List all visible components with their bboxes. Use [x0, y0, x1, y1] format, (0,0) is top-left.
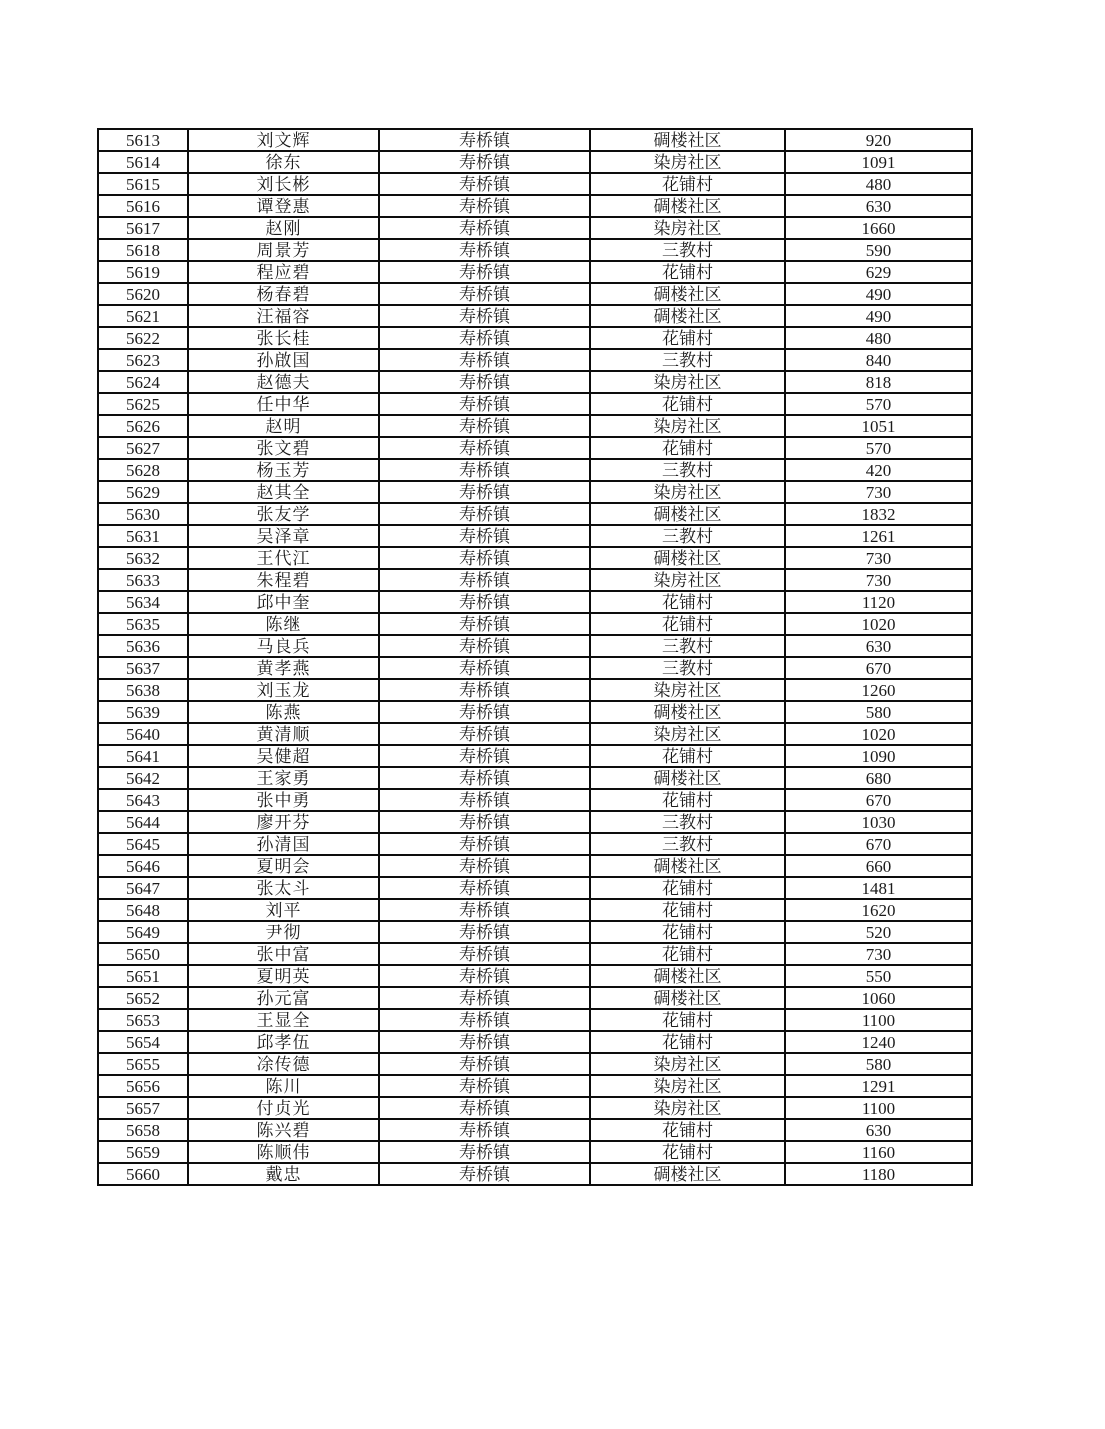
- cell-amount: 1060: [785, 987, 972, 1009]
- table-row: [98, 1075, 972, 1097]
- cell-amount: 629: [785, 261, 972, 283]
- cell-village: 染房社区: [590, 1053, 785, 1075]
- table-row: [98, 459, 972, 481]
- cell-village: 花铺村: [590, 327, 785, 349]
- cell-person-name: 张太斗: [188, 877, 379, 899]
- cell-village: 染房社区: [590, 217, 785, 239]
- cell-serial-number: 5630: [98, 503, 188, 525]
- cell-serial-number: 5638: [98, 679, 188, 701]
- cell-town: 寿桥镇: [379, 833, 590, 855]
- cell-person-name: 刘长彬: [188, 173, 379, 195]
- cell-town: 寿桥镇: [379, 195, 590, 217]
- cell-serial-number: 5634: [98, 591, 188, 613]
- cell-village: 花铺村: [590, 921, 785, 943]
- table-row: [98, 415, 972, 437]
- cell-amount: 1291: [785, 1075, 972, 1097]
- table-row: [98, 1031, 972, 1053]
- cell-amount: 1481: [785, 877, 972, 899]
- cell-town: 寿桥镇: [379, 899, 590, 921]
- cell-amount: 570: [785, 437, 972, 459]
- cell-town: 寿桥镇: [379, 943, 590, 965]
- cell-person-name: 邱中奎: [188, 591, 379, 613]
- table-row: [98, 283, 972, 305]
- cell-person-name: 张文碧: [188, 437, 379, 459]
- cell-person-name: 王代江: [188, 547, 379, 569]
- cell-town: 寿桥镇: [379, 1053, 590, 1075]
- cell-person-name: 孙元富: [188, 987, 379, 1009]
- cell-serial-number: 5623: [98, 349, 188, 371]
- cell-village: 花铺村: [590, 1141, 785, 1163]
- table-row: [98, 1141, 972, 1163]
- cell-village: 三教村: [590, 635, 785, 657]
- cell-person-name: 黄清顺: [188, 723, 379, 745]
- cell-town: 寿桥镇: [379, 283, 590, 305]
- cell-town: 寿桥镇: [379, 1075, 590, 1097]
- cell-amount: 680: [785, 767, 972, 789]
- cell-town: 寿桥镇: [379, 261, 590, 283]
- cell-village: 三教村: [590, 239, 785, 261]
- cell-person-name: 汪福容: [188, 305, 379, 327]
- cell-amount: 630: [785, 635, 972, 657]
- cell-person-name: 吴泽章: [188, 525, 379, 547]
- cell-village: 碉楼社区: [590, 767, 785, 789]
- cell-amount: 480: [785, 327, 972, 349]
- cell-amount: 570: [785, 393, 972, 415]
- cell-amount: 550: [785, 965, 972, 987]
- cell-town: 寿桥镇: [379, 613, 590, 635]
- cell-person-name: 陈川: [188, 1075, 379, 1097]
- cell-person-name: 马良兵: [188, 635, 379, 657]
- cell-amount: 730: [785, 569, 972, 591]
- cell-town: 寿桥镇: [379, 723, 590, 745]
- cell-serial-number: 5614: [98, 151, 188, 173]
- table-row: [98, 591, 972, 613]
- table-row: [98, 1053, 972, 1075]
- cell-serial-number: 5654: [98, 1031, 188, 1053]
- cell-village: 碉楼社区: [590, 503, 785, 525]
- cell-serial-number: 5657: [98, 1097, 188, 1119]
- cell-town: 寿桥镇: [379, 129, 590, 151]
- cell-serial-number: 5653: [98, 1009, 188, 1031]
- cell-village: 碉楼社区: [590, 129, 785, 151]
- cell-town: 寿桥镇: [379, 1031, 590, 1053]
- cell-person-name: 刘平: [188, 899, 379, 921]
- cell-town: 寿桥镇: [379, 239, 590, 261]
- cell-village: 染房社区: [590, 569, 785, 591]
- table-row: [98, 1009, 972, 1031]
- cell-serial-number: 5636: [98, 635, 188, 657]
- cell-person-name: 戴忠: [188, 1163, 379, 1185]
- cell-village: 花铺村: [590, 393, 785, 415]
- cell-serial-number: 5619: [98, 261, 188, 283]
- cell-town: 寿桥镇: [379, 657, 590, 679]
- cell-village: 三教村: [590, 811, 785, 833]
- cell-town: 寿桥镇: [379, 877, 590, 899]
- table-row: [98, 525, 972, 547]
- table-row: [98, 613, 972, 635]
- table-row: [98, 151, 972, 173]
- cell-amount: 590: [785, 239, 972, 261]
- cell-serial-number: 5631: [98, 525, 188, 547]
- cell-town: 寿桥镇: [379, 327, 590, 349]
- cell-amount: 670: [785, 789, 972, 811]
- cell-serial-number: 5655: [98, 1053, 188, 1075]
- table-row: [98, 855, 972, 877]
- cell-village: 碉楼社区: [590, 987, 785, 1009]
- cell-village: 花铺村: [590, 261, 785, 283]
- cell-village: 碉楼社区: [590, 965, 785, 987]
- cell-person-name: 陈燕: [188, 701, 379, 723]
- cell-village: 染房社区: [590, 723, 785, 745]
- table-row: [98, 679, 972, 701]
- cell-amount: 1660: [785, 217, 972, 239]
- cell-amount: 1020: [785, 723, 972, 745]
- cell-serial-number: 5640: [98, 723, 188, 745]
- cell-amount: 1832: [785, 503, 972, 525]
- cell-amount: 1091: [785, 151, 972, 173]
- cell-serial-number: 5632: [98, 547, 188, 569]
- records-table-body: [98, 129, 972, 1185]
- cell-person-name: 尹彻: [188, 921, 379, 943]
- cell-serial-number: 5633: [98, 569, 188, 591]
- cell-village: 三教村: [590, 525, 785, 547]
- cell-serial-number: 5629: [98, 481, 188, 503]
- table-row: [98, 811, 972, 833]
- cell-village: 花铺村: [590, 1119, 785, 1141]
- cell-village: 染房社区: [590, 415, 785, 437]
- cell-person-name: 邱孝伍: [188, 1031, 379, 1053]
- cell-village: 花铺村: [590, 1009, 785, 1031]
- cell-village: 花铺村: [590, 437, 785, 459]
- cell-person-name: 任中华: [188, 393, 379, 415]
- cell-person-name: 杨春碧: [188, 283, 379, 305]
- cell-town: 寿桥镇: [379, 349, 590, 371]
- table-row: [98, 789, 972, 811]
- cell-amount: 1020: [785, 613, 972, 635]
- table-row: [98, 349, 972, 371]
- cell-village: 三教村: [590, 657, 785, 679]
- table-row: [98, 261, 972, 283]
- table-row: [98, 635, 972, 657]
- table-row: [98, 371, 972, 393]
- table-row: [98, 195, 972, 217]
- cell-person-name: 赵其全: [188, 481, 379, 503]
- cell-serial-number: 5627: [98, 437, 188, 459]
- table-row: [98, 943, 972, 965]
- table-row: [98, 723, 972, 745]
- cell-amount: 920: [785, 129, 972, 151]
- cell-person-name: 夏明会: [188, 855, 379, 877]
- table-row: [98, 921, 972, 943]
- cell-person-name: 徐东: [188, 151, 379, 173]
- cell-person-name: 夏明英: [188, 965, 379, 987]
- cell-person-name: 谭登惠: [188, 195, 379, 217]
- cell-serial-number: 5639: [98, 701, 188, 723]
- cell-amount: 730: [785, 481, 972, 503]
- table-row: [98, 987, 972, 1009]
- cell-village: 花铺村: [590, 613, 785, 635]
- cell-town: 寿桥镇: [379, 393, 590, 415]
- table-row: [98, 569, 972, 591]
- cell-serial-number: 5644: [98, 811, 188, 833]
- cell-village: 三教村: [590, 349, 785, 371]
- table-row: [98, 965, 972, 987]
- cell-serial-number: 5621: [98, 305, 188, 327]
- cell-town: 寿桥镇: [379, 987, 590, 1009]
- cell-town: 寿桥镇: [379, 745, 590, 767]
- cell-village: 花铺村: [590, 745, 785, 767]
- cell-village: 碉楼社区: [590, 195, 785, 217]
- cell-person-name: 程应碧: [188, 261, 379, 283]
- cell-amount: 670: [785, 833, 972, 855]
- cell-town: 寿桥镇: [379, 151, 590, 173]
- cell-amount: 1240: [785, 1031, 972, 1053]
- cell-person-name: 黄孝燕: [188, 657, 379, 679]
- cell-amount: 1100: [785, 1097, 972, 1119]
- cell-serial-number: 5658: [98, 1119, 188, 1141]
- cell-serial-number: 5643: [98, 789, 188, 811]
- cell-town: 寿桥镇: [379, 767, 590, 789]
- cell-person-name: 吴健超: [188, 745, 379, 767]
- cell-amount: 730: [785, 943, 972, 965]
- cell-serial-number: 5626: [98, 415, 188, 437]
- table-row: [98, 833, 972, 855]
- cell-town: 寿桥镇: [379, 481, 590, 503]
- table-row: [98, 173, 972, 195]
- cell-serial-number: 5651: [98, 965, 188, 987]
- table-row: [98, 701, 972, 723]
- cell-serial-number: 5617: [98, 217, 188, 239]
- cell-person-name: 张友学: [188, 503, 379, 525]
- cell-person-name: 赵德夫: [188, 371, 379, 393]
- cell-person-name: 朱程碧: [188, 569, 379, 591]
- cell-village: 染房社区: [590, 1097, 785, 1119]
- cell-amount: 580: [785, 1053, 972, 1075]
- records-table: [97, 128, 973, 1186]
- table-row: [98, 877, 972, 899]
- cell-town: 寿桥镇: [379, 305, 590, 327]
- cell-serial-number: 5646: [98, 855, 188, 877]
- cell-person-name: 孙清国: [188, 833, 379, 855]
- cell-village: 碉楼社区: [590, 305, 785, 327]
- cell-village: 碉楼社区: [590, 547, 785, 569]
- table-row: [98, 129, 972, 151]
- cell-village: 染房社区: [590, 1075, 785, 1097]
- table-row: [98, 767, 972, 789]
- cell-person-name: 王显全: [188, 1009, 379, 1031]
- cell-serial-number: 5648: [98, 899, 188, 921]
- cell-serial-number: 5650: [98, 943, 188, 965]
- cell-amount: 1180: [785, 1163, 972, 1185]
- cell-town: 寿桥镇: [379, 459, 590, 481]
- cell-person-name: 陈继: [188, 613, 379, 635]
- cell-person-name: 张中勇: [188, 789, 379, 811]
- cell-town: 寿桥镇: [379, 1009, 590, 1031]
- cell-serial-number: 5620: [98, 283, 188, 305]
- cell-person-name: 赵明: [188, 415, 379, 437]
- cell-amount: 630: [785, 195, 972, 217]
- cell-serial-number: 5642: [98, 767, 188, 789]
- cell-person-name: 刘玉龙: [188, 679, 379, 701]
- cell-serial-number: 5645: [98, 833, 188, 855]
- cell-person-name: 廖开芬: [188, 811, 379, 833]
- cell-town: 寿桥镇: [379, 789, 590, 811]
- cell-serial-number: 5637: [98, 657, 188, 679]
- cell-amount: 490: [785, 283, 972, 305]
- cell-village: 碉楼社区: [590, 1163, 785, 1185]
- cell-amount: 480: [785, 173, 972, 195]
- table-row: [98, 1097, 972, 1119]
- table-row: [98, 239, 972, 261]
- table-row: [98, 899, 972, 921]
- cell-amount: 1620: [785, 899, 972, 921]
- cell-town: 寿桥镇: [379, 921, 590, 943]
- cell-amount: 1090: [785, 745, 972, 767]
- cell-person-name: 付贞光: [188, 1097, 379, 1119]
- cell-person-name: 张长桂: [188, 327, 379, 349]
- cell-person-name: 周景芳: [188, 239, 379, 261]
- cell-town: 寿桥镇: [379, 679, 590, 701]
- cell-town: 寿桥镇: [379, 173, 590, 195]
- cell-amount: 1160: [785, 1141, 972, 1163]
- cell-village: 染房社区: [590, 151, 785, 173]
- cell-person-name: 陈顺伟: [188, 1141, 379, 1163]
- cell-amount: 1261: [785, 525, 972, 547]
- cell-village: 染房社区: [590, 481, 785, 503]
- table-row: [98, 547, 972, 569]
- cell-amount: 580: [785, 701, 972, 723]
- cell-person-name: 杨玉芳: [188, 459, 379, 481]
- cell-person-name: 刘文辉: [188, 129, 379, 151]
- cell-village: 花铺村: [590, 1031, 785, 1053]
- cell-town: 寿桥镇: [379, 591, 590, 613]
- cell-amount: 630: [785, 1119, 972, 1141]
- cell-village: 花铺村: [590, 591, 785, 613]
- cell-serial-number: 5616: [98, 195, 188, 217]
- cell-town: 寿桥镇: [379, 635, 590, 657]
- table-row: [98, 481, 972, 503]
- cell-amount: 840: [785, 349, 972, 371]
- cell-amount: 490: [785, 305, 972, 327]
- cell-village: 花铺村: [590, 899, 785, 921]
- cell-person-name: 陈兴碧: [188, 1119, 379, 1141]
- cell-serial-number: 5618: [98, 239, 188, 261]
- cell-serial-number: 5635: [98, 613, 188, 635]
- cell-serial-number: 5649: [98, 921, 188, 943]
- cell-serial-number: 5656: [98, 1075, 188, 1097]
- cell-town: 寿桥镇: [379, 415, 590, 437]
- table-row: [98, 327, 972, 349]
- cell-serial-number: 5659: [98, 1141, 188, 1163]
- cell-serial-number: 5647: [98, 877, 188, 899]
- cell-town: 寿桥镇: [379, 855, 590, 877]
- cell-person-name: 赵刚: [188, 217, 379, 239]
- cell-village: 碉楼社区: [590, 701, 785, 723]
- cell-amount: 420: [785, 459, 972, 481]
- cell-village: 碉楼社区: [590, 855, 785, 877]
- cell-village: 花铺村: [590, 877, 785, 899]
- cell-village: 花铺村: [590, 173, 785, 195]
- table-row: [98, 393, 972, 415]
- cell-town: 寿桥镇: [379, 965, 590, 987]
- cell-town: 寿桥镇: [379, 503, 590, 525]
- cell-town: 寿桥镇: [379, 1119, 590, 1141]
- cell-amount: 670: [785, 657, 972, 679]
- cell-serial-number: 5660: [98, 1163, 188, 1185]
- table-row: [98, 1119, 972, 1141]
- cell-village: 三教村: [590, 459, 785, 481]
- cell-town: 寿桥镇: [379, 1097, 590, 1119]
- cell-serial-number: 5622: [98, 327, 188, 349]
- cell-serial-number: 5613: [98, 129, 188, 151]
- cell-town: 寿桥镇: [379, 437, 590, 459]
- cell-village: 花铺村: [590, 943, 785, 965]
- cell-village: 染房社区: [590, 371, 785, 393]
- cell-serial-number: 5628: [98, 459, 188, 481]
- cell-town: 寿桥镇: [379, 569, 590, 591]
- table-row: [98, 503, 972, 525]
- cell-town: 寿桥镇: [379, 525, 590, 547]
- cell-town: 寿桥镇: [379, 547, 590, 569]
- table-row: [98, 437, 972, 459]
- cell-town: 寿桥镇: [379, 1163, 590, 1185]
- cell-village: 碉楼社区: [590, 283, 785, 305]
- cell-village: 染房社区: [590, 679, 785, 701]
- cell-amount: 818: [785, 371, 972, 393]
- cell-amount: 730: [785, 547, 972, 569]
- cell-town: 寿桥镇: [379, 1141, 590, 1163]
- cell-person-name: 孙啟国: [188, 349, 379, 371]
- cell-town: 寿桥镇: [379, 217, 590, 239]
- cell-amount: 660: [785, 855, 972, 877]
- cell-amount: 520: [785, 921, 972, 943]
- cell-person-name: 张中富: [188, 943, 379, 965]
- cell-amount: 1030: [785, 811, 972, 833]
- cell-serial-number: 5624: [98, 371, 188, 393]
- cell-village: 花铺村: [590, 789, 785, 811]
- table-row: [98, 305, 972, 327]
- cell-town: 寿桥镇: [379, 811, 590, 833]
- cell-amount: 1260: [785, 679, 972, 701]
- cell-town: 寿桥镇: [379, 701, 590, 723]
- cell-serial-number: 5652: [98, 987, 188, 1009]
- cell-serial-number: 5625: [98, 393, 188, 415]
- cell-village: 三教村: [590, 833, 785, 855]
- table-row: [98, 745, 972, 767]
- cell-serial-number: 5641: [98, 745, 188, 767]
- cell-person-name: 王家勇: [188, 767, 379, 789]
- table-row: [98, 657, 972, 679]
- cell-amount: 1051: [785, 415, 972, 437]
- cell-serial-number: 5615: [98, 173, 188, 195]
- cell-amount: 1120: [785, 591, 972, 613]
- table-row: [98, 1163, 972, 1185]
- cell-town: 寿桥镇: [379, 371, 590, 393]
- cell-amount: 1100: [785, 1009, 972, 1031]
- cell-person-name: 凃传德: [188, 1053, 379, 1075]
- table-row: [98, 217, 972, 239]
